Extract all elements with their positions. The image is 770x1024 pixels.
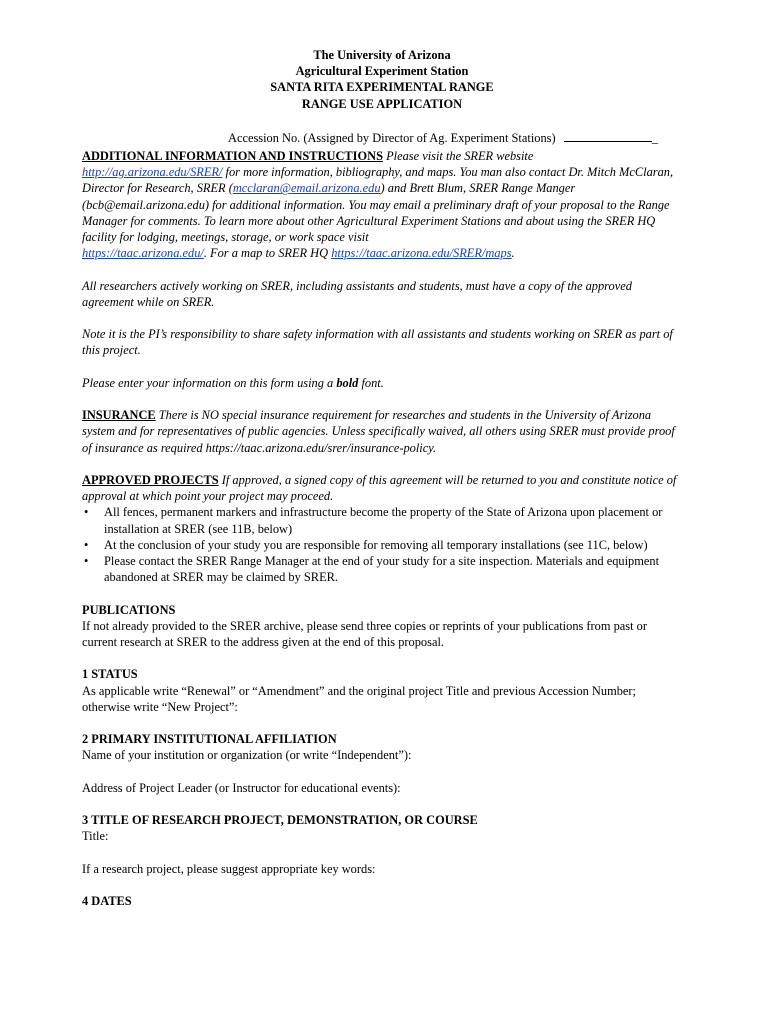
list-item: • Please contact the SRER Range Manager at the end of your study for a site inspection. Materials and equipment abandoned at SRER may be claimed by SRER. (84, 554, 660, 585)
additional-text-4: . For a map to SRER HQ (203, 246, 332, 261)
bold-font-instruction: Please enter your information on this form using a bold font. (82, 375, 384, 390)
additional-text-1: Please visit the SRER website (382, 149, 534, 164)
bold-word: bold (336, 375, 359, 390)
institution-name-label: Name of your institution or organization (or write “Independent”): (82, 748, 412, 763)
srer-website-link[interactable]: http://ag.arizona.edu/SRER/ (82, 165, 223, 180)
project-title-heading: 3 TITLE OF RESEARCH PROJECT, DEMONSTRATION, OR COURSE (82, 813, 478, 828)
additional-text-2: for more information, bibliography, and maps. You man also contact Dr. Mitch McClaran, Director for Research, SRER ( (82, 165, 674, 196)
approved-projects-list (82, 504, 682, 585)
bullet-icon: • (84, 505, 89, 520)
insurance-paragraph (82, 407, 682, 456)
mcclaran-email-link[interactable]: mcclaran@email.arizona.edu (232, 181, 381, 196)
affiliation-heading: 2 PRIMARY INSTITUTIONAL AFFILIATION (82, 732, 337, 747)
pi-note-paragraph: Note it is the PI’s responsibility to share safety information with all assistants and students working on SRER as part of this project. (82, 327, 673, 358)
list-item: • All fences, permanent markers and infrastructure become the property of the State of Arizona upon placement or installation at SRER (see 11B, below) (84, 505, 663, 536)
bullet-icon: • (84, 554, 89, 569)
range-name: SANTA RITA EXPERIMENTAL RANGE (270, 80, 494, 95)
form-title: RANGE USE APPLICATION (301, 96, 463, 111)
additional-info-heading: ADDITIONAL INFORMATION AND INSTRUCTIONS (82, 149, 383, 164)
document-page (82, 47, 682, 909)
insurance-heading: INSURANCE (82, 408, 156, 423)
accession-label: Accession No. (Assigned by Director of Ag. Experiment Stations) (228, 130, 556, 145)
additional-text-5: . (511, 246, 515, 261)
additional-info-paragraph (82, 148, 682, 261)
approved-projects-paragraph (82, 472, 682, 504)
approved-projects-text: If approved, a signed copy of this agreement will be returned to you and constitute notice of approval at which point your project may proceed. (82, 473, 677, 504)
srer-maps-link[interactable]: https://taac.arizona.edu/SRER/maps (331, 246, 512, 261)
accession-line (228, 130, 682, 146)
status-text: As applicable write “Renewal” or “Amendment” and the original project Title and previous Accession Number; otherwise write “New Project”: (82, 683, 636, 714)
accession-blank (564, 130, 652, 142)
publications-heading: PUBLICATIONS (82, 602, 176, 617)
document-header (82, 47, 682, 112)
bullet-icon: • (84, 537, 89, 552)
researchers-paragraph: All researchers actively working on SRER, including assistants and students, must have a copy of the approved agreement while on SRER. (82, 278, 632, 309)
publications-text: If not already provided to the SRER archive, please send three copies or reprints of your publications from past or current research at SRER to the address given at the end of this proposal. (82, 618, 647, 650)
university-name: The University of Arizona (313, 48, 451, 62)
project-title-label: Title: (82, 829, 109, 844)
station-name: Agricultural Experiment Station (295, 64, 469, 79)
dates-heading: 4 DATES (82, 894, 132, 909)
status-heading: 1 STATUS (82, 667, 138, 682)
taac-website-link[interactable]: https://taac.arizona.edu/ (82, 246, 204, 261)
additional-text-3: ) and Brett Blum, SRER Range Manger (bcb@email.arizona.edu) for additional information. You may email a preliminary draft of your proposal to the Range Manager for comments. To learn more about other Agricultural Experiment Stations and about using the SRER HQ facility for lodging, meetings, storage, or work space visit (82, 181, 670, 245)
project-leader-address-label: Address of Project Leader (or Instructor for educational events): (82, 780, 401, 795)
insurance-text: There is NO special insurance requirement for researches and students in the University of Arizona system and for representatives of public agencies. Unless specifically waived, all others using SRER must provide proof of insurance as required https://taac.arizona.edu/srer/insurance-policy. (82, 408, 675, 455)
list-item: • At the conclusion of your study you are responsible for removing all temporary installations (see 11C, below) (84, 537, 648, 552)
approved-projects-heading: APPROVED PROJECTS (82, 473, 219, 487)
accession-trail: _ (651, 130, 658, 145)
keywords-label: If a research project, please suggest appropriate key words: (82, 861, 376, 876)
